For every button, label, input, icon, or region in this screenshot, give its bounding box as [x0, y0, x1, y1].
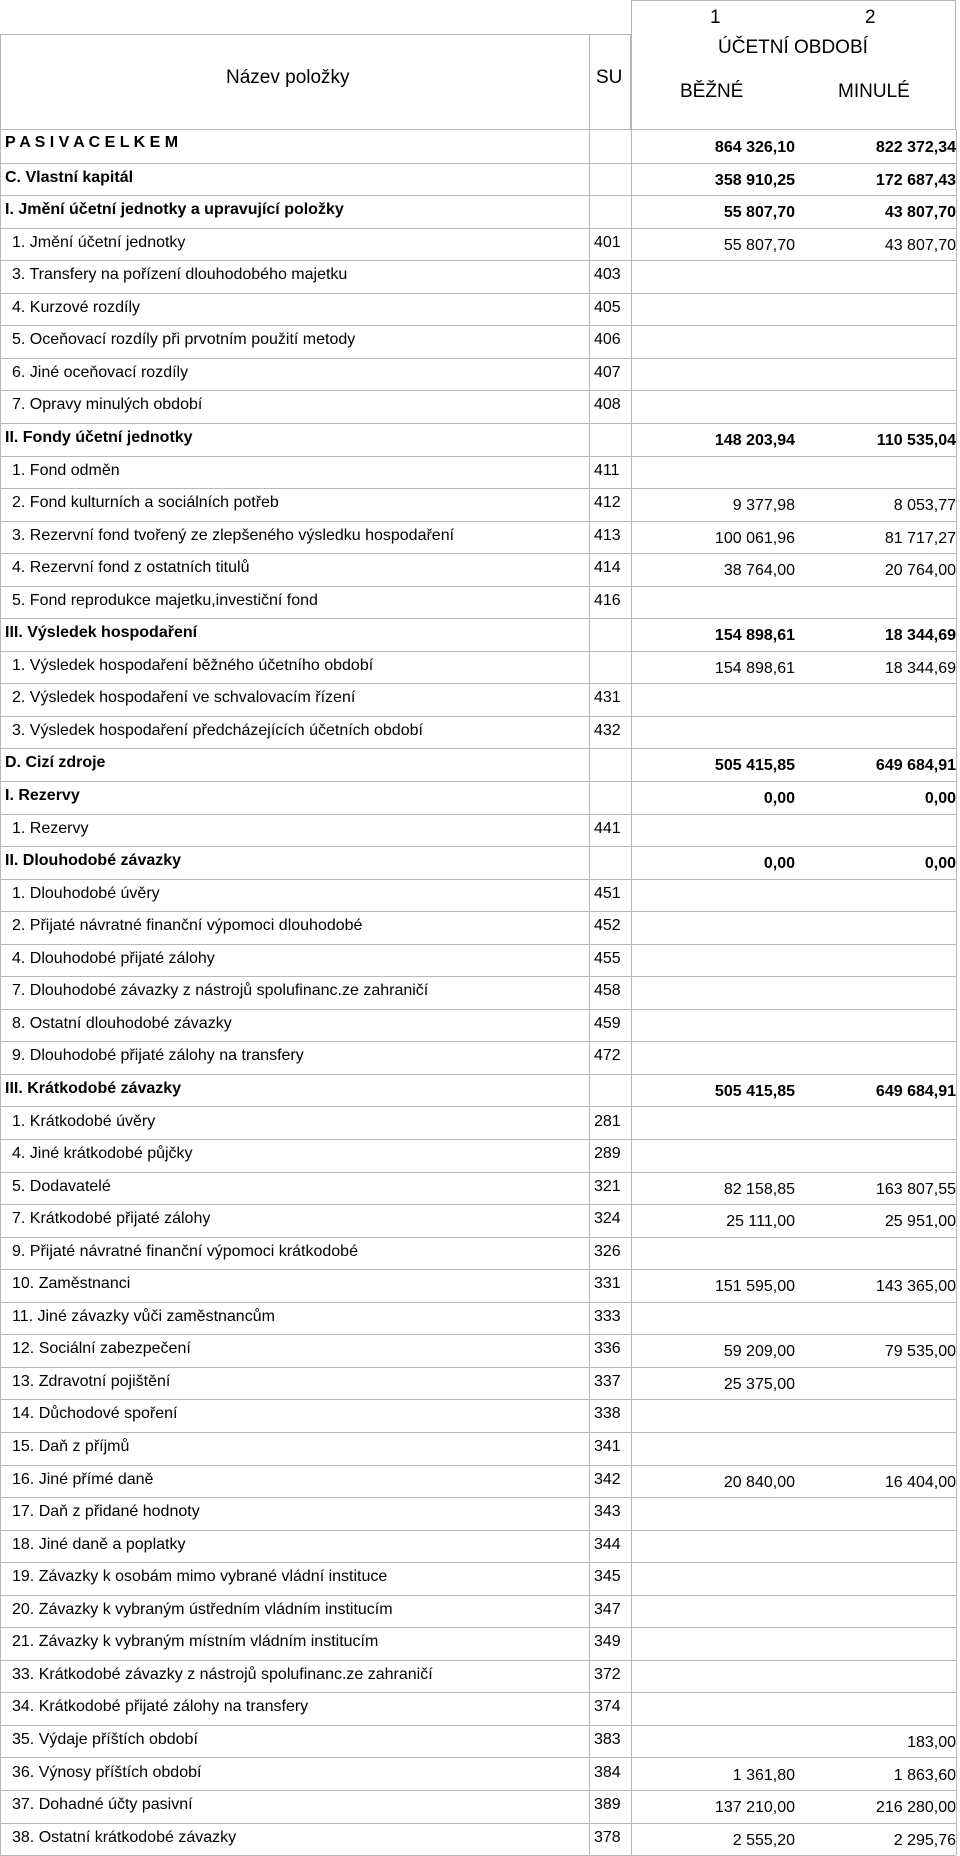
row-label: 19. Závazky k osobám mimo vybrané vládní instituce: [12, 1568, 388, 1586]
row-label: 20. Závazky k vybraným ústředním vládním institucím: [12, 1600, 393, 1618]
row-label: II. Fondy účetní jednotky: [5, 428, 193, 446]
column-divider: [956, 130, 957, 1855]
row-label: 7. Opravy minulých období: [12, 396, 203, 414]
header-accounting-period: ÚČETNÍ OBDOBÍ: [718, 37, 868, 58]
table-row: [0, 521, 960, 554]
row-su: 441: [594, 819, 621, 837]
row-su: 342: [594, 1470, 621, 1488]
row-current-value: 148 203,94: [714, 431, 795, 449]
row-su: 412: [594, 494, 621, 512]
table-row: [0, 390, 960, 423]
row-label: III. Krátkodobé závazky: [5, 1079, 182, 1097]
row-divider: [0, 1530, 956, 1531]
row-label: 35. Výdaje příštích období: [12, 1730, 198, 1748]
row-su: 349: [594, 1633, 621, 1651]
row-divider: [0, 814, 956, 815]
table-row: [0, 1562, 960, 1595]
row-current-value: 1 361,80: [732, 1766, 795, 1784]
table-row: [0, 1009, 960, 1042]
row-label: II. Dlouhodobé závazky: [5, 852, 182, 870]
row-su: 372: [594, 1665, 621, 1683]
row-label: 5. Oceňovací rozdíly při prvotním použití metody: [12, 331, 356, 349]
row-label: 38. Ostatní krátkodobé závazky: [12, 1828, 237, 1846]
table-row: [0, 1823, 960, 1856]
table-row: [0, 911, 960, 944]
row-label: 9. Dlouhodobé přijaté zálohy na transfery: [12, 1047, 304, 1065]
header-current-period: BĚŽNÉ: [680, 81, 744, 102]
row-previous-value: 822 372,34: [875, 139, 956, 156]
header-period-cell: [631, 0, 956, 130]
table-row: [0, 456, 960, 489]
row-divider: [0, 651, 956, 652]
row-divider: [0, 586, 956, 587]
table-row: [0, 814, 960, 847]
table-row: [0, 228, 960, 261]
row-su: 472: [594, 1047, 621, 1065]
row-divider: [0, 1334, 956, 1335]
row-su: 451: [594, 884, 621, 902]
row-divider: [0, 618, 956, 619]
table-row: [0, 1692, 960, 1725]
row-label: 1. Rezervy: [12, 819, 89, 837]
row-divider: [0, 521, 956, 522]
row-previous-value: 183,00: [907, 1733, 956, 1751]
table-row: [0, 781, 960, 814]
column-divider: [0, 130, 1, 1855]
table-row: [0, 293, 960, 326]
row-su: 459: [594, 1014, 621, 1032]
row-previous-value: 649 684,91: [875, 1082, 956, 1100]
header-item-name: Název položky: [226, 67, 350, 88]
row-previous-value: 18 344,69: [884, 659, 956, 677]
row-current-value: 20 840,00: [723, 1473, 795, 1491]
row-current-value: 154 898,61: [714, 627, 795, 645]
row-label: 34. Krátkodobé přijaté zálohy na transfery: [12, 1698, 309, 1716]
row-current-value: 864 326,10: [714, 139, 795, 156]
table-row: [0, 1758, 960, 1791]
table-row: [0, 651, 960, 684]
row-previous-value: 0,00: [924, 855, 956, 873]
row-current-value: 151 595,00: [714, 1278, 795, 1296]
row-divider: [0, 1725, 956, 1726]
row-label: 12. Sociální zabezpečení: [12, 1340, 191, 1358]
header-item-name-cell: [0, 34, 590, 130]
row-su: 337: [594, 1372, 621, 1390]
row-label: I. Jmění účetní jednotky a upravující položky: [5, 201, 344, 219]
row-label: 14. Důchodové spoření: [12, 1405, 178, 1423]
row-current-value: 25 375,00: [723, 1375, 795, 1393]
row-divider: [0, 1399, 956, 1400]
row-su: 455: [594, 949, 621, 967]
row-su: 347: [594, 1600, 621, 1618]
row-divider: [0, 1432, 956, 1433]
row-divider: [0, 260, 956, 261]
row-divider: [0, 228, 956, 229]
row-current-value: 100 061,96: [714, 529, 795, 547]
row-su: 331: [594, 1275, 621, 1293]
row-su: 408: [594, 396, 621, 414]
table-row: [0, 553, 960, 586]
table-row: [0, 1627, 960, 1660]
header-su-cell: [589, 34, 631, 130]
table-row: [0, 325, 960, 358]
row-divider: [0, 716, 956, 717]
row-divider: [0, 1367, 956, 1368]
table-row: [0, 1139, 960, 1172]
row-previous-value: 2 295,76: [893, 1831, 956, 1849]
row-su: 336: [594, 1340, 621, 1358]
row-label: 36. Výnosy příštích období: [12, 1763, 202, 1781]
header-previous-period: MINULÉ: [838, 81, 910, 102]
row-label: 16. Jiné přímé daně: [12, 1470, 154, 1488]
row-su: 338: [594, 1405, 621, 1423]
table-row: [0, 163, 960, 196]
row-label: 8. Ostatní dlouhodobé závazky: [12, 1014, 232, 1032]
table-row: [0, 1725, 960, 1758]
row-divider: [0, 195, 956, 196]
row-divider: [0, 683, 956, 684]
row-label: 2. Výsledek hospodaření ve schvalovacím řízení: [12, 689, 356, 707]
row-current-value: 505 415,85: [714, 757, 795, 775]
row-label: 4. Kurzové rozdíly: [12, 298, 141, 316]
row-current-value: 0,00: [763, 855, 795, 873]
table-row: [0, 260, 960, 293]
row-current-value: 137 210,00: [714, 1799, 795, 1817]
table-row: [0, 488, 960, 521]
row-label: D. Cizí zdroje: [5, 754, 106, 772]
table-row: [0, 1041, 960, 1074]
row-previous-value: 16 404,00: [884, 1473, 956, 1491]
row-current-value: 82 158,85: [723, 1180, 795, 1198]
row-su: 378: [594, 1828, 621, 1846]
row-divider: [0, 1269, 956, 1270]
row-divider: [0, 1041, 956, 1042]
row-previous-value: 649 684,91: [875, 757, 956, 775]
table-row: [0, 748, 960, 781]
table-row: [0, 1399, 960, 1432]
row-current-value: 154 898,61: [714, 659, 795, 677]
table-row: [0, 1465, 960, 1498]
row-divider: [0, 1106, 956, 1107]
row-current-value: 25 111,00: [726, 1213, 795, 1231]
table-row: [0, 716, 960, 749]
row-label: III. Výsledek hospodaření: [5, 624, 198, 642]
row-previous-value: 20 764,00: [884, 562, 956, 580]
row-su: 374: [594, 1698, 621, 1716]
row-current-value: 38 764,00: [723, 562, 795, 580]
row-su: 405: [594, 298, 621, 316]
row-previous-value: 81 717,27: [884, 529, 956, 547]
row-su: 345: [594, 1568, 621, 1586]
row-label: 18. Jiné daně a poplatky: [12, 1535, 186, 1553]
table-row: [0, 1237, 960, 1270]
row-divider: [0, 390, 956, 391]
row-su: 344: [594, 1535, 621, 1553]
row-divider: [0, 1823, 956, 1824]
row-divider: [0, 325, 956, 326]
row-label: 1. Krátkodobé úvěry: [12, 1112, 156, 1130]
row-label: 2. Fond kulturních a sociálních potřeb: [12, 494, 279, 512]
table-row: [0, 1334, 960, 1367]
row-label: 17. Daň z přidané hodnoty: [12, 1503, 200, 1521]
row-su: 341: [594, 1438, 621, 1455]
table-row: [0, 618, 960, 651]
row-label: 11. Jiné závazky vůči zaměstnancům: [12, 1307, 275, 1325]
table-row: [0, 879, 960, 912]
row-divider: [0, 488, 956, 489]
row-divider: [0, 553, 956, 554]
row-divider: [0, 1660, 956, 1661]
row-divider: [0, 358, 956, 359]
header-column-1: 1: [710, 7, 721, 28]
row-current-value: 55 807,70: [723, 204, 795, 222]
row-divider: [0, 944, 956, 945]
table-row: [0, 1530, 960, 1563]
row-current-value: 505 415,85: [714, 1082, 795, 1100]
table-row: [0, 1497, 960, 1530]
row-label: 33. Krátkodobé závazky z nástrojů spolufinanc.ze zahraničí: [12, 1665, 433, 1683]
row-label: 10. Zaměstnanci: [12, 1275, 131, 1293]
row-label: 3. Rezervní fond tvořený ze zlepšeného výsledku hospodaření: [12, 526, 455, 544]
table-row: [0, 944, 960, 977]
row-divider: [0, 1074, 956, 1075]
row-previous-value: 43 807,70: [884, 236, 956, 254]
row-su: 326: [594, 1242, 621, 1260]
row-divider: [0, 293, 956, 294]
row-su: 407: [594, 363, 621, 381]
table-row: [0, 195, 960, 228]
row-label: 5. Dodavatelé: [12, 1177, 111, 1195]
row-divider: [0, 1139, 956, 1140]
row-divider: [0, 163, 956, 164]
row-label: 1. Jmění účetní jednotky: [12, 233, 186, 251]
row-su: 389: [594, 1796, 621, 1814]
row-previous-value: 8 053,77: [893, 497, 956, 515]
row-su: 321: [594, 1177, 621, 1195]
row-divider: [0, 911, 956, 912]
row-divider: [0, 748, 956, 749]
row-divider: [0, 1692, 956, 1693]
table-row: [0, 1269, 960, 1302]
row-label: 7. Dlouhodobé závazky z nástrojů spolufinanc.ze zahraničí: [12, 982, 429, 1000]
row-label: 4. Dlouhodobé přijaté zálohy: [12, 949, 215, 967]
row-su: 432: [594, 721, 621, 739]
row-label: 7. Krátkodobé přijaté zálohy: [12, 1210, 211, 1228]
row-divider: [0, 879, 956, 880]
row-su: 406: [594, 331, 621, 349]
row-divider: [0, 1204, 956, 1205]
row-divider: [0, 1627, 956, 1628]
row-divider: [0, 1562, 956, 1563]
row-su: 414: [594, 559, 621, 577]
table-row: [0, 423, 960, 456]
table-row: [0, 586, 960, 619]
row-previous-value: 172 687,43: [875, 171, 956, 189]
row-current-value: 59 209,00: [723, 1343, 795, 1361]
table-row: [0, 358, 960, 391]
header-column-2: 2: [865, 7, 876, 28]
row-current-value: 9 377,98: [732, 497, 795, 515]
row-su: 384: [594, 1763, 621, 1781]
row-label: 1. Výsledek hospodaření běžného účetního období: [12, 656, 374, 674]
table-row: [0, 1790, 960, 1823]
row-su: 343: [594, 1503, 621, 1521]
row-previous-value: 0,00: [924, 790, 956, 807]
table-row: [0, 1172, 960, 1205]
table-row: [0, 1107, 960, 1140]
header-su: SU: [596, 67, 623, 88]
row-label: 1. Fond odměn: [12, 461, 120, 479]
table-row: [0, 1302, 960, 1335]
row-label: 13. Zdravotní pojištění: [12, 1372, 171, 1390]
row-su: 416: [594, 591, 621, 609]
row-divider: [0, 1302, 956, 1303]
table-row: [0, 1204, 960, 1237]
row-divider: [0, 1757, 956, 1758]
row-previous-value: 216 280,00: [875, 1799, 956, 1817]
row-su: 324: [594, 1210, 621, 1228]
row-divider: [0, 1497, 956, 1498]
row-current-value: 358 910,25: [714, 171, 795, 189]
row-divider: [0, 1009, 956, 1010]
row-label: 9. Přijaté návratné finanční výpomoci krátkodobé: [12, 1242, 358, 1260]
row-divider: [0, 1237, 956, 1238]
row-label: 5. Fond reprodukce majetku,investiční fond: [12, 591, 318, 609]
table-row: [0, 130, 960, 163]
row-label: P A S I V A C E L K E M: [5, 134, 179, 151]
table-row: [0, 846, 960, 879]
row-previous-value: 18 344,69: [884, 627, 956, 645]
row-divider: [0, 1172, 956, 1173]
row-su: 458: [594, 982, 621, 1000]
row-label: 2. Přijaté návratné finanční výpomoci dlouhodobé: [12, 917, 363, 935]
row-label: 4. Rezervní fond z ostatních titulů: [12, 559, 250, 577]
row-divider: [0, 781, 956, 782]
table-row: [0, 1595, 960, 1628]
row-label: 15. Daň z příjmů: [12, 1438, 130, 1455]
row-label: 3. Výsledek hospodaření předcházejících účetních období: [12, 721, 423, 739]
row-divider: [0, 1595, 956, 1596]
row-previous-value: 79 535,00: [884, 1343, 956, 1361]
row-su: 431: [594, 689, 621, 707]
row-su: 411: [594, 461, 620, 479]
row-previous-value: 43 807,70: [884, 204, 956, 222]
row-divider: [0, 1790, 956, 1791]
row-current-value: 55 807,70: [723, 236, 795, 254]
row-divider: [0, 846, 956, 847]
row-label: 1. Dlouhodobé úvěry: [12, 884, 160, 902]
row-divider: [0, 456, 956, 457]
row-label: 37. Dohadné účty pasivní: [12, 1796, 193, 1814]
row-divider: [0, 976, 956, 977]
row-su: 383: [594, 1730, 621, 1748]
table-row: [0, 1660, 960, 1693]
row-su: 403: [594, 266, 621, 284]
row-previous-value: 110 535,04: [876, 431, 956, 449]
row-previous-value: 163 807,55: [875, 1180, 956, 1198]
table-row: [0, 976, 960, 1009]
column-divider: [631, 130, 632, 1855]
row-label: 4. Jiné krátkodobé půjčky: [12, 1145, 193, 1163]
row-current-value: 2 555,20: [732, 1831, 795, 1849]
row-label: 21. Závazky k vybraným místním vládním institucím: [12, 1633, 379, 1651]
row-su: 289: [594, 1145, 621, 1163]
row-divider: [0, 423, 956, 424]
table-row: [0, 683, 960, 716]
row-label: C. Vlastní kapitál: [5, 168, 134, 186]
row-current-value: 0,00: [763, 790, 795, 807]
row-label: 6. Jiné oceňovací rozdíly: [12, 363, 189, 381]
row-su: 333: [594, 1307, 621, 1325]
row-su: 413: [594, 526, 621, 544]
table-row: [0, 1432, 960, 1465]
row-previous-value: 143 365,00: [875, 1278, 956, 1296]
row-label: I. Rezervy: [5, 787, 80, 804]
table-row: [0, 1074, 960, 1107]
row-divider: [0, 1465, 956, 1466]
column-divider: [589, 130, 590, 1855]
row-label: 3. Transfery na pořízení dlouhodobého majetku: [12, 266, 348, 284]
row-previous-value: 1 863,60: [893, 1766, 956, 1784]
row-su: 452: [594, 917, 621, 935]
table-row: [0, 1367, 960, 1400]
row-su: 281: [594, 1112, 621, 1130]
row-previous-value: 25 951,00: [884, 1213, 956, 1231]
row-su: 401: [594, 233, 621, 251]
